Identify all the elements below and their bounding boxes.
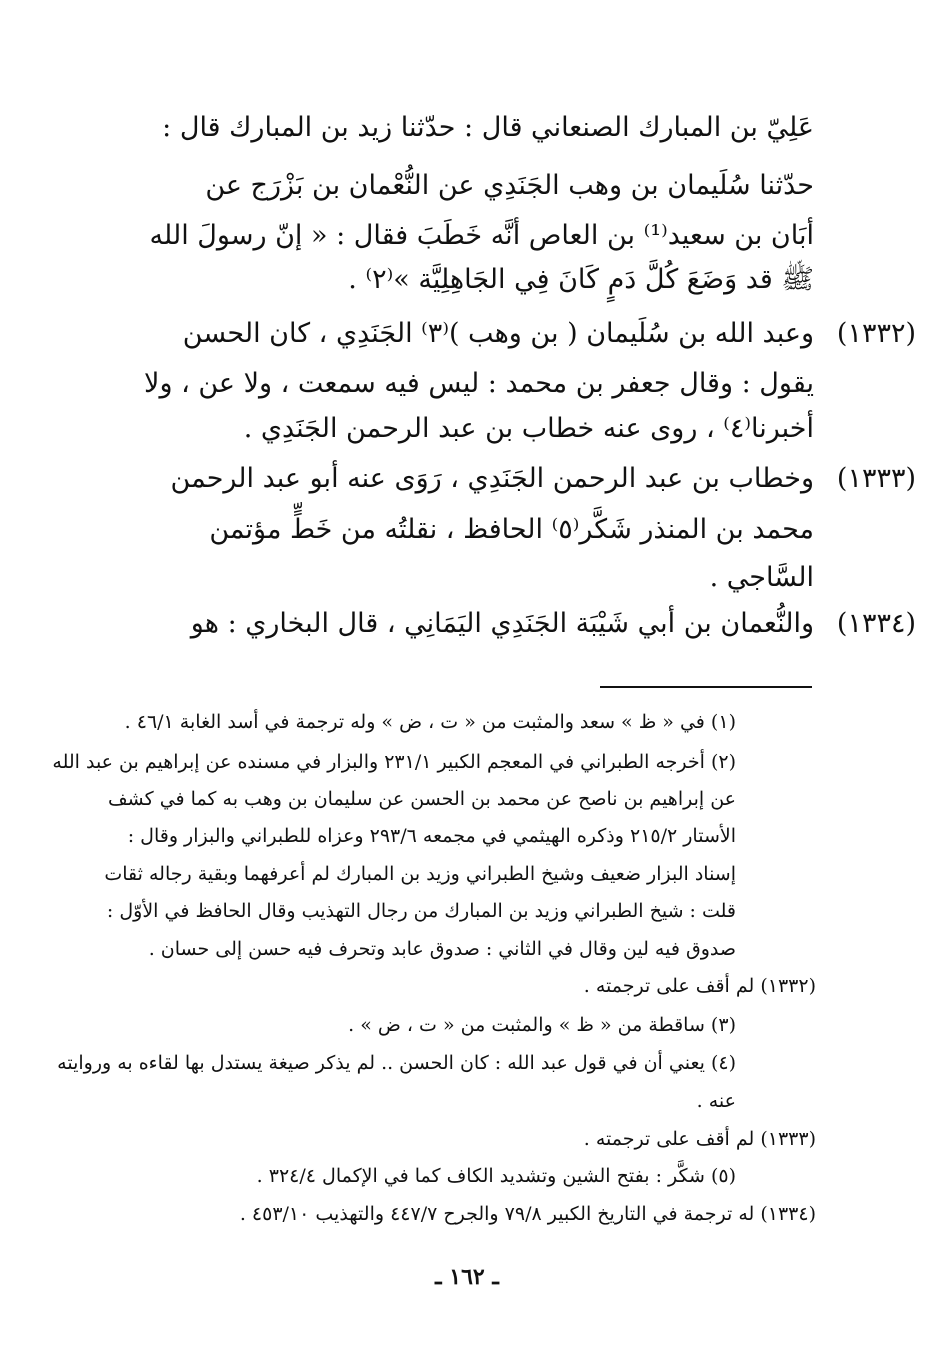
main-text-line: محمد بن المنذر شَكَّر⁽٥⁾ الحافظ ، نقلتُه من خَطٍّ مؤتمن: [209, 514, 814, 545]
entry-number: (١٣٣٤): [836, 608, 916, 639]
footnote-line: إسناد البزار ضعيف وشيخ الطبراني وزيد بن المبارك لم أعرفهما وبقية رجاله ثقات: [104, 863, 736, 885]
main-text-line: ﷺ قد وَضَعَ كُلَّ دَمٍ كَانَ فِي الجَاهِلِيَّة »⁽٢⁾ .: [348, 264, 814, 295]
footnote-line: صدوق فيه لين وقال في الثاني : صدوق عابد وتحرف فيه حسن إلى حسان .: [148, 938, 736, 960]
main-text-line: والنُّعمان بن أبي شَيْبَة الجَنَدِي اليَمَانِي ، قال البخاري : هو: [190, 608, 814, 639]
entry-number: (١٣٣٢): [836, 318, 916, 349]
main-text-line: السَّاجي .: [709, 562, 814, 593]
main-text-line: وعبد الله بن سُلَيمان ( بن وهب )⁽٣⁾ الجَنَدِي ، كان الحسن: [182, 318, 814, 349]
main-text-line: حدّثنا سُلَيمان بن وهب الجَنَدِي عن النُّعْمان بن بَزْرَج عن: [205, 170, 814, 201]
main-text-line: عَلِيّ بن المبارك الصنعاني قال : حدّثنا زيد بن المبارك قال :: [162, 112, 814, 143]
footnote-line: (١٣٣٢) لم أقف على ترجمته .: [583, 975, 816, 997]
main-text-line: يقول : وقال جعفر بن محمد : ليس فيه سمعت ، ولا عن ، ولا: [144, 368, 814, 399]
footnote-line: (١٣٣٣) لم أقف على ترجمته .: [583, 1128, 816, 1150]
page-number: ـ ١٦٢ ـ: [435, 1264, 499, 1290]
footnote-line: عن إبراهيم بن ناصح عن محمد بن الحسن عن سليمان بن وهب به كما في كشف: [108, 788, 736, 810]
footnote-line: (٣) ساقطة من « ظ » والمثبت من « ت ، ض » .: [348, 1014, 736, 1036]
footnote-line: الأستار ٢١٥/٢ وذكره الهيثمي في مجمعه ٢٩٣/٦ وعزاه للطبراني والبزار وقال :: [127, 825, 736, 847]
footnote-line: (٤) يعني أن في قول عبد الله : كان الحسن .. لم يذكر صيغة يستدل بها لقاءه به وروايته: [57, 1052, 736, 1074]
main-text-line: أخبرنا⁽٤⁾ ، روى عنه خطاب بن عبد الرحمن الجَنَدِي .: [243, 413, 814, 444]
footnote-line: (٢) أخرجه الطبراني في المعجم الكبير ٢٣١/١ والبزار في مسنده عن إبراهيم بن عبد الله: [52, 751, 736, 773]
footnote-line: (١) في « ظ » سعد والمثبت من « ت ، ض » وله ترجمة في أسد الغابة ٤٦/١ .: [124, 711, 736, 733]
footnote-line: (٥) شكَّر : بفتح الشين وتشديد الكاف كما في الإكمال ٣٢٤/٤ .: [256, 1165, 736, 1187]
entry-number: (١٣٣٣): [836, 463, 916, 494]
main-text-line: أبَان بن سعيد⁽¹⁾ بن العاص أنَّه خَطَبَ فقال : « إنّ رسولَ الله: [149, 220, 814, 251]
footnote-separator: [600, 686, 812, 688]
footnote-line: عنه .: [696, 1090, 736, 1112]
main-text-line: وخطاب بن عبد الرحمن الجَنَدِي ، رَوَى عنه أبو عبد الرحمن: [170, 463, 814, 494]
footnote-line: قلت : شيخ الطبراني وزيد بن المبارك من رجال التهذيب وقال الحافظ في الأوّل :: [106, 900, 736, 922]
footnote-line: (١٣٣٤) له ترجمة في التاريخ الكبير ٧٩/٨ والجرح ٤٤٧/٧ والتهذيب ٤٥٣/١٠ .: [239, 1203, 816, 1225]
